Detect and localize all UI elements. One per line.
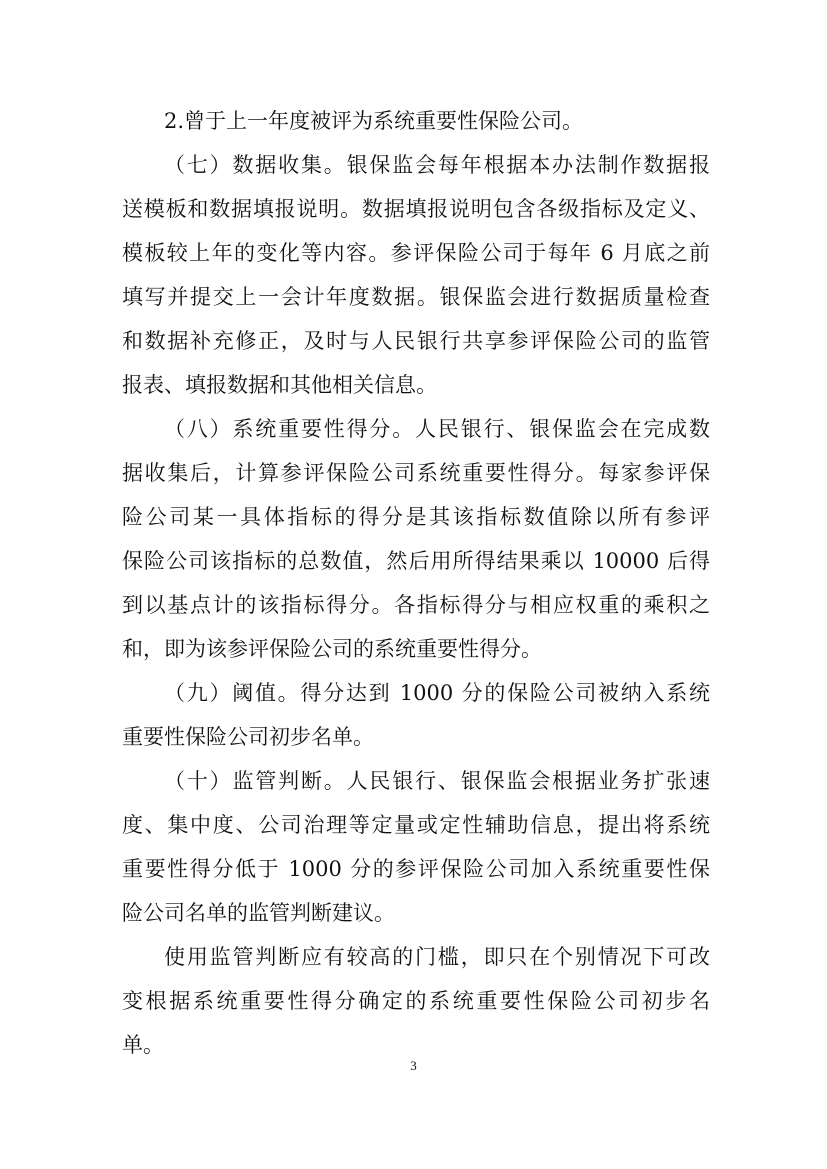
text-line-19: 险公司名单的监管判断建议。 (122, 901, 395, 925)
text-line-8: （八）系统重要性得分。人民银行、银保监会在完成数 (164, 417, 710, 441)
page-number: 3 (410, 1058, 417, 1073)
text-line-22: 单。 (122, 1033, 164, 1057)
text-line-11: 保险公司该指标的总数值，然后用所得结果乘以 10000 后得 (122, 549, 710, 573)
text-line-13: 和，即为该参评保险公司的系统重要性得分。 (122, 637, 542, 661)
text-line-7: 报表、填报数据和其他相关信息。 (122, 373, 437, 397)
text-line-6: 和数据补充修正，及时与人民银行共享参评保险公司的监管 (122, 329, 710, 353)
text-line-20: 使用监管判断应有较高的门槛，即只在个别情况下可改 (164, 945, 710, 969)
text-line-14: （九）阈值。得分达到 1000 分的保险公司被纳入系统 (164, 681, 710, 705)
text-line-2: （七）数据收集。银保监会每年根据本办法制作数据报 (164, 153, 710, 177)
text-line-18: 重要性得分低于 1000 分的参评保险公司加入系统重要性保 (122, 857, 710, 881)
text-line-1: 2.曾于上一年度被评为系统重要性保险公司。 (164, 109, 584, 133)
text-line-16: （十）监管判断。人民银行、银保监会根据业务扩张速 (164, 769, 710, 793)
text-line-5: 填写并提交上一会计年度数据。银保监会进行数据质量检查 (122, 285, 710, 309)
text-line-15: 重要性保险公司初步名单。 (122, 725, 374, 749)
text-line-9: 据收集后，计算参评保险公司系统重要性得分。每家参评保 (122, 461, 710, 485)
text-line-3: 送模板和数据填报说明。数据填报说明包含各级指标及定义、 (122, 197, 710, 221)
text-line-4: 模板较上年的变化等内容。参评保险公司于每年 6 月底之前 (122, 241, 710, 265)
text-line-21: 变根据系统重要性得分确定的系统重要性保险公司初步名 (122, 989, 710, 1013)
text-line-17: 度、集中度、公司治理等定量或定性辅助信息，提出将系统 (122, 813, 710, 837)
text-line-12: 到以基点计的该指标得分。各指标得分与相应权重的乘积之 (122, 593, 710, 617)
text-line-10: 险公司某一具体指标的得分是其该指标数值除以所有参评 (122, 505, 710, 529)
